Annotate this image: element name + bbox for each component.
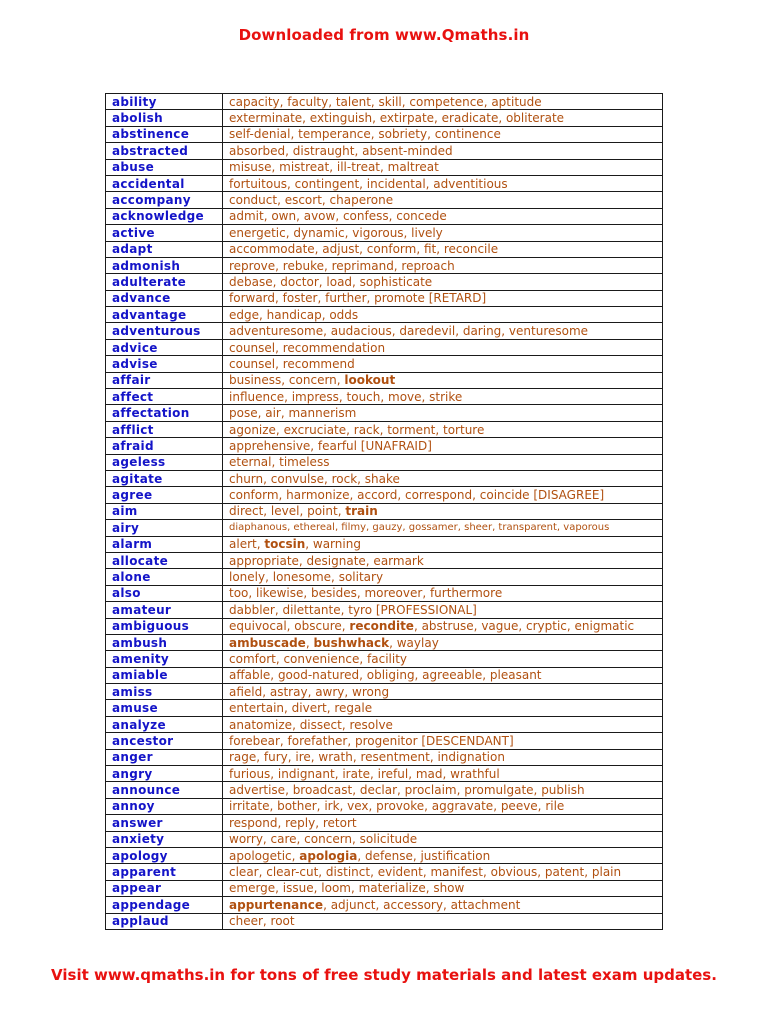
table-row [106, 421, 663, 437]
synonyms [223, 897, 663, 913]
synonym-emphasis: bushwhack [313, 635, 390, 650]
synonyms [223, 208, 663, 224]
table-row [106, 831, 663, 847]
table-row [106, 618, 663, 634]
synonym-text: rage, fury, ire, wrath, resentment, indignation [229, 750, 505, 765]
synonym-emphasis: tocsin [264, 537, 306, 552]
table-row [106, 716, 663, 732]
synonym-text: admit, own, avow, confess, concede [229, 209, 447, 224]
table-row [106, 372, 663, 388]
synonyms [223, 175, 663, 191]
headword: angry [106, 766, 223, 782]
synonyms [223, 487, 663, 503]
headword: applaud [106, 913, 223, 929]
table-row [106, 536, 663, 552]
headword: amiable [106, 667, 223, 683]
synonym-text: advertise, broadcast, declar, proclaim, promulgate, publish [229, 783, 585, 798]
headword: admonish [106, 257, 223, 273]
synonym-text: fortuitous, contingent, incidental, adventitious [229, 176, 508, 191]
synonym-text: influence, impress, touch, move, strike [229, 389, 463, 404]
synonym-text: dabbler, dilettante, tyro [PROFESSIONAL] [229, 602, 477, 617]
headword: acknowledge [106, 208, 223, 224]
headword: advice [106, 339, 223, 355]
synonyms [223, 192, 663, 208]
headword: advance [106, 290, 223, 306]
table-row [106, 733, 663, 749]
synonyms [223, 749, 663, 765]
synonym-text: absorbed, distraught, absent-minded [229, 143, 453, 158]
synonym-emphasis: ambuscade [229, 635, 306, 650]
table-row [106, 766, 663, 782]
table-row [106, 749, 663, 765]
table-row [106, 405, 663, 421]
synonym-table [105, 93, 663, 930]
synonym-text: debase, doctor, load, sophisticate [229, 274, 433, 289]
table-row [106, 225, 663, 241]
synonyms [223, 815, 663, 831]
headword: appear [106, 880, 223, 896]
synonyms [223, 618, 663, 634]
table-row [106, 552, 663, 568]
headword: ambush [106, 634, 223, 650]
headword: affectation [106, 405, 223, 421]
synonym-text: energetic, dynamic, vigorous, lively [229, 225, 443, 240]
synonyms [223, 307, 663, 323]
table-row [106, 651, 663, 667]
headword: amateur [106, 602, 223, 618]
synonyms [223, 225, 663, 241]
synonym-text: alert, [229, 537, 265, 552]
table-row [106, 667, 663, 683]
synonym-emphasis: train [345, 504, 378, 519]
synonyms [223, 585, 663, 601]
synonym-text: accommodate, adjust, conform, fit, reconcile [229, 242, 499, 257]
synonym-emphasis: appurtenance [229, 897, 324, 912]
synonyms [223, 716, 663, 732]
synonyms [223, 323, 663, 339]
table-row [106, 782, 663, 798]
synonyms [223, 241, 663, 257]
synonym-emphasis: apologia [299, 848, 358, 863]
synonyms [223, 536, 663, 552]
headword: ancestor [106, 733, 223, 749]
table-row [106, 389, 663, 405]
synonyms [223, 339, 663, 355]
synonym-text: affable, good-natured, obliging, agreeable, pleasant [229, 668, 542, 683]
synonyms [223, 257, 663, 273]
table-row [106, 847, 663, 863]
headword: afraid [106, 438, 223, 454]
synonyms [223, 503, 663, 519]
synonyms [223, 569, 663, 585]
headword: amenity [106, 651, 223, 667]
synonyms [223, 290, 663, 306]
synonyms [223, 798, 663, 814]
table-row [106, 634, 663, 650]
table-row [106, 897, 663, 913]
table-row [106, 438, 663, 454]
headword: affect [106, 389, 223, 405]
synonym-text: capacity, faculty, talent, skill, competence, aptitude [229, 94, 542, 109]
synonyms [223, 880, 663, 896]
synonym-text: counsel, recommend [229, 356, 355, 371]
headword: advantage [106, 307, 223, 323]
table-row [106, 208, 663, 224]
table-row [106, 241, 663, 257]
table-row [106, 159, 663, 175]
synonym-text: conform, harmonize, accord, correspond, coincide [DISAGREE] [229, 488, 605, 503]
synonyms [223, 602, 663, 618]
headword: airy [106, 520, 223, 536]
synonym-text: entertain, divert, regale [229, 701, 373, 716]
synonyms [223, 831, 663, 847]
synonyms [223, 143, 663, 159]
synonym-text: too, likewise, besides, moreover, furthermore [229, 586, 503, 601]
table-row [106, 864, 663, 880]
table-row [106, 339, 663, 355]
synonyms [223, 700, 663, 716]
table-row [106, 913, 663, 929]
headword: adventurous [106, 323, 223, 339]
headword: amuse [106, 700, 223, 716]
headword: anger [106, 749, 223, 765]
synonym-text: , defense, justification [357, 848, 491, 863]
synonyms [223, 405, 663, 421]
headword: apparent [106, 864, 223, 880]
headword: abolish [106, 110, 223, 126]
synonym-text: self-denial, temperance, sobriety, continence [229, 127, 501, 142]
headword: active [106, 225, 223, 241]
synonyms [223, 126, 663, 142]
table-row [106, 257, 663, 273]
synonym-text: cheer, root [229, 914, 295, 929]
table-row [106, 700, 663, 716]
headword: anxiety [106, 831, 223, 847]
synonym-emphasis: recondite [349, 619, 414, 634]
synonyms [223, 372, 663, 388]
headword: allocate [106, 552, 223, 568]
synonym-text: furious, indignant, irate, ireful, mad, wrathful [229, 766, 500, 781]
synonym-text: reprove, rebuke, reprimand, reproach [229, 258, 455, 273]
synonyms [223, 667, 663, 683]
headword: agitate [106, 470, 223, 486]
synonym-text: appropriate, designate, earmark [229, 553, 424, 568]
synonym-text: anatomize, dissect, resolve [229, 717, 393, 732]
synonyms [223, 733, 663, 749]
table-row [106, 815, 663, 831]
synonym-text: , waylay [389, 635, 439, 650]
headword: abuse [106, 159, 223, 175]
table-row [106, 520, 663, 536]
headword: apology [106, 847, 223, 863]
headword: advise [106, 356, 223, 372]
headword: answer [106, 815, 223, 831]
table-row [106, 290, 663, 306]
table-row [106, 126, 663, 142]
headword: afflict [106, 421, 223, 437]
synonym-text: emerge, issue, loom, materialize, show [229, 881, 465, 896]
synonym-text: clear, clear-cut, distinct, evident, manifest, obvious, patent, plain [229, 865, 622, 880]
synonyms [223, 913, 663, 929]
table-row [106, 323, 663, 339]
headword: analyze [106, 716, 223, 732]
synonym-text: eternal, timeless [229, 455, 330, 470]
synonyms [223, 847, 663, 863]
synonym-text: edge, handicap, odds [229, 307, 359, 322]
synonym-text: comfort, convenience, facility [229, 651, 408, 666]
synonyms [223, 864, 663, 880]
synonyms [223, 520, 663, 536]
headword: alarm [106, 536, 223, 552]
synonyms [223, 454, 663, 470]
synonyms [223, 470, 663, 486]
synonym-text: , warning [305, 537, 361, 552]
headword: adulterate [106, 274, 223, 290]
headword: ambiguous [106, 618, 223, 634]
synonym-text: business, concern, [229, 373, 345, 388]
table-row [106, 602, 663, 618]
synonyms [223, 356, 663, 372]
synonym-text: equivocal, obscure, [229, 619, 350, 634]
headword: alone [106, 569, 223, 585]
table-row [106, 356, 663, 372]
table-row [106, 487, 663, 503]
headword: annoy [106, 798, 223, 814]
headword: accidental [106, 175, 223, 191]
headword: abstracted [106, 143, 223, 159]
synonym-table-body [106, 94, 663, 930]
synonyms [223, 159, 663, 175]
synonym-text: diaphanous, ethereal, filmy, gauzy, gossamer, sheer, transparent, vaporous [229, 521, 610, 533]
page-header: Downloaded from www.Qmaths.in [238, 26, 530, 44]
synonym-text: afield, astray, awry, wrong [229, 684, 390, 699]
synonym-text: exterminate, extinguish, extirpate, eradicate, obliterate [229, 111, 565, 126]
synonym-text: direct, level, point, [229, 504, 346, 519]
page-footer: Visit www.qmaths.in for tons of free study materials and latest exam updates. [51, 966, 717, 984]
table-row [106, 143, 663, 159]
synonym-text: apologetic, [229, 848, 300, 863]
synonym-text: conduct, escort, chaperone [229, 193, 394, 208]
table-row [106, 307, 663, 323]
synonym-text: respond, reply, retort [229, 815, 357, 830]
table-row [106, 94, 663, 110]
synonym-text: apprehensive, fearful [UNAFRAID] [229, 438, 432, 453]
synonym-text: adventuresome, audacious, daredevil, daring, venturesome [229, 324, 589, 339]
synonym-text: worry, care, concern, solicitude [229, 832, 418, 847]
synonyms [223, 782, 663, 798]
headword: aim [106, 503, 223, 519]
table-row [106, 175, 663, 191]
headword: appendage [106, 897, 223, 913]
table-row [106, 585, 663, 601]
table-row [106, 470, 663, 486]
headword: announce [106, 782, 223, 798]
headword: accompany [106, 192, 223, 208]
synonyms [223, 438, 663, 454]
headword: ability [106, 94, 223, 110]
synonym-text: forebear, forefather, progenitor [DESCENDANT] [229, 733, 514, 748]
synonym-text: lonely, lonesome, solitary [229, 570, 384, 585]
synonym-text: forward, foster, further, promote [RETARD] [229, 291, 487, 306]
headword: agree [106, 487, 223, 503]
synonym-text: , [305, 635, 314, 650]
synonym-text: , abstruse, vague, cryptic, enigmatic [413, 619, 635, 634]
table-row [106, 192, 663, 208]
headword: abstinence [106, 126, 223, 142]
synonyms [223, 651, 663, 667]
table-row [106, 110, 663, 126]
synonyms [223, 634, 663, 650]
synonyms [223, 421, 663, 437]
synonym-text: irritate, bother, irk, vex, provoke, aggravate, peeve, rile [229, 799, 565, 814]
table-row [106, 684, 663, 700]
headword: affair [106, 372, 223, 388]
synonym-emphasis: lookout [344, 373, 396, 388]
synonyms [223, 552, 663, 568]
headword: ageless [106, 454, 223, 470]
synonym-text: pose, air, mannerism [229, 406, 357, 421]
headword: adapt [106, 241, 223, 257]
table-row [106, 798, 663, 814]
synonyms [223, 766, 663, 782]
table-row [106, 569, 663, 585]
table-row [106, 880, 663, 896]
table-row [106, 503, 663, 519]
table-row [106, 274, 663, 290]
headword: also [106, 585, 223, 601]
synonym-text: churn, convulse, rock, shake [229, 471, 400, 486]
synonyms [223, 274, 663, 290]
synonym-text: counsel, recommendation [229, 340, 386, 355]
headword: amiss [106, 684, 223, 700]
synonyms [223, 94, 663, 110]
synonyms [223, 110, 663, 126]
table-row [106, 454, 663, 470]
synonyms [223, 684, 663, 700]
synonym-text: , adjunct, accessory, attachment [323, 897, 521, 912]
synonyms [223, 389, 663, 405]
synonym-text: misuse, mistreat, ill-treat, maltreat [229, 160, 439, 175]
synonym-text: agonize, excruciate, rack, torment, torture [229, 422, 485, 437]
